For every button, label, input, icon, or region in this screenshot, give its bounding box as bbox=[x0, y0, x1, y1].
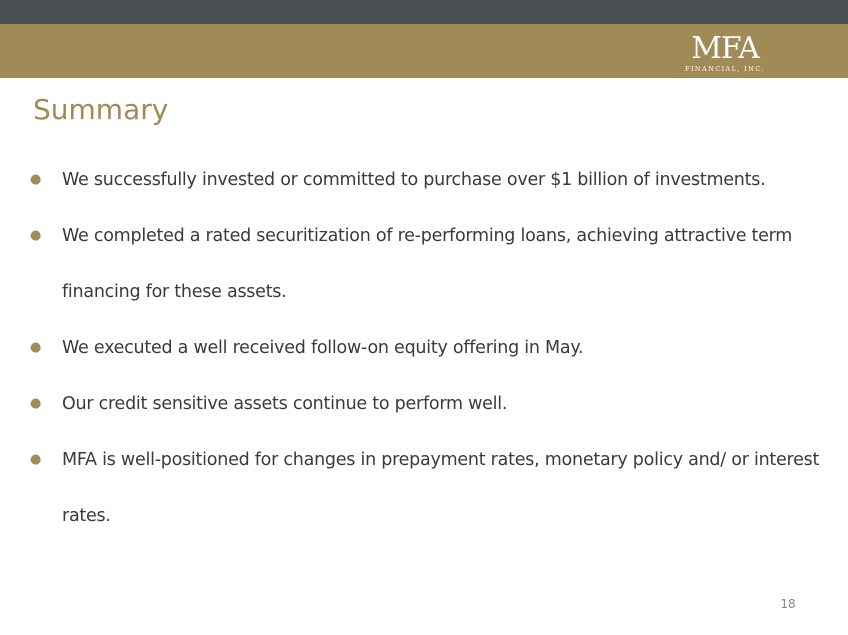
bullet-item bbox=[30, 376, 830, 432]
bullet-dot-icon: ● bbox=[30, 452, 42, 467]
logo-mark: MFA bbox=[691, 31, 759, 66]
bullet-text: MFA is well-positioned for changes in prepayment rates, monetary policy and/ or interest rates. bbox=[62, 450, 820, 526]
bullet-item bbox=[30, 432, 830, 544]
bullet-item bbox=[30, 320, 830, 376]
bullet-dot-icon: ● bbox=[30, 172, 42, 187]
bullet-dot-icon: ● bbox=[30, 340, 42, 355]
bullet-item bbox=[30, 152, 830, 208]
bullet-item bbox=[30, 208, 830, 320]
bullet-text: We successfully invested or committed to purchase over $1 billion of investments. bbox=[62, 170, 766, 190]
mfa-logo bbox=[680, 31, 770, 73]
bullet-list bbox=[30, 152, 830, 544]
slide-title: Summary bbox=[33, 93, 169, 126]
bullet-text: Our credit sensitive assets continue to perform well. bbox=[62, 394, 508, 414]
page-number: 18 bbox=[780, 597, 796, 611]
bullet-dot-icon: ● bbox=[30, 228, 42, 243]
bullet-text: We executed a well received follow-on equity offering in May. bbox=[62, 338, 584, 358]
logo-subtitle: FINANCIAL, INC. bbox=[685, 65, 765, 73]
bullet-dot-icon: ● bbox=[30, 396, 42, 411]
top-bar bbox=[0, 0, 848, 24]
bullet-text: We completed a rated securitization of re-performing loans, achieving attractive term financing for these assets. bbox=[62, 226, 793, 302]
